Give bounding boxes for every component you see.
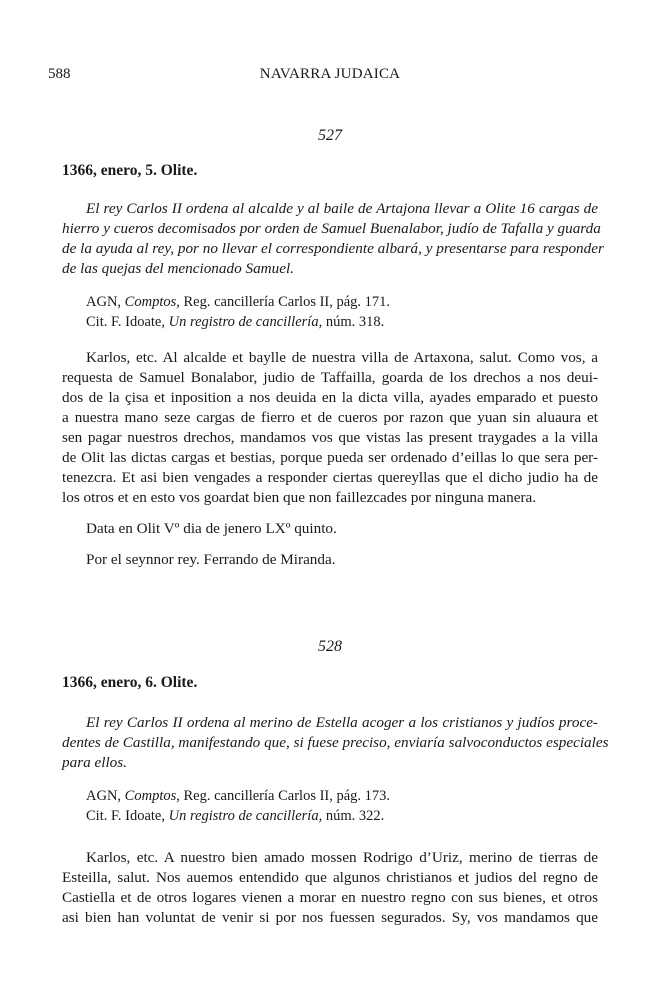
- document-number: 527: [318, 127, 342, 144]
- summary-line: El rey Carlos II ordena al alcalde y al baile de Artajona llevar a Olite 16 cargas de: [86, 200, 598, 217]
- summary-line: para ellos.: [62, 754, 127, 771]
- ref-text: AGN,: [86, 294, 125, 310]
- text-line: Karlos, etc. Al alcalde et baylle de nuestra villa de Artaxona, salut. Como vos, a: [86, 349, 598, 366]
- page-number: 588: [48, 66, 71, 82]
- text-line: requesta de Samuel Bonalabor, judio de Taffailla, goarda de los drechos a nos deui-: [62, 369, 598, 386]
- text-line: sen pagar nuestros drechos, mandamos vos que vistas las present traygades a la villa: [62, 429, 598, 446]
- running-head: [48, 66, 598, 86]
- ref-text: núm. 318.: [322, 314, 385, 330]
- citation-reference: [86, 806, 384, 826]
- archive-reference: [86, 292, 390, 312]
- document-number: 528: [318, 638, 342, 655]
- text-line: dos de la çisa et inposition a nos deuida en la dicta villa, ayades emparado et puesto: [62, 389, 598, 406]
- text-line: Castiella et de otros logares vienen a morar en nuestro regno con sus bienes, et otros: [62, 889, 598, 906]
- text-line: Karlos, etc. A nuestro bien amado mossen Rodrigo d’Uriz, merino de tierras de: [86, 849, 598, 866]
- ref-title: Un registro de cancillería,: [168, 808, 323, 824]
- archive-reference: [86, 786, 390, 806]
- running-title: NAVARRA JUDAICA: [259, 66, 401, 82]
- citation-reference: [86, 312, 384, 332]
- summary-line: dentes de Castilla, manifestando que, si fuese preciso, enviaría salvoconductos especiales: [62, 734, 609, 751]
- signature-line: Por el seynnor rey. Ferrando de Miranda.: [86, 551, 336, 568]
- dating-clause: Data en Olit Vº dia de jenero LXº quinto.: [86, 520, 337, 537]
- ref-text: Reg. cancillería Carlos II, pág. 171.: [179, 294, 391, 310]
- document-date: 1366, enero, 6. Olite.: [62, 674, 198, 691]
- document-date: 1366, enero, 5. Olite.: [62, 162, 198, 179]
- ref-title: Comptos: [124, 788, 177, 804]
- summary-line: de las quejas del mencionado Samuel.: [62, 260, 294, 277]
- ref-text: Cit. F. Idoate,: [86, 314, 169, 330]
- summary-line: El rey Carlos II ordena al merino de Estella acoger a los cristianos y judíos proce-: [86, 714, 598, 731]
- text-line: asi bien han voluntat de venir si por nos fuessen segurados. Sy, vos mandamos que: [62, 909, 598, 926]
- ref-text: , Reg. cancillería Carlos II, pág. 173.: [176, 788, 391, 804]
- ref-title: Un registro de cancillería,: [168, 314, 323, 330]
- summary-line: hierro y cueros decomisados por orden de Samuel Buenalabor, judío de Tafalla y guarda: [62, 220, 601, 237]
- ref-text: núm. 322.: [322, 808, 385, 824]
- ref-text: AGN,: [86, 788, 125, 804]
- text-line: a nuestra mano seze cargas de fierro et de cueros por razon que yuan sin aluaura et: [62, 409, 598, 426]
- text-line: tenezcra. Et asi bien vengades a responder ciertas quereyllas que el dicho judio ha de: [62, 469, 598, 486]
- text-line: de Olit las dictas cargas et bestias, porque pueda ser ordenado d’eillas lo que sera per-: [62, 449, 598, 466]
- text-line: los otros et en esto vos goardat bien que non faillezcades por ninguna manera.: [62, 489, 537, 506]
- summary-line: de la ayuda al rey, por no llevar el correspondiente albará, y presentarse para responder: [62, 240, 604, 257]
- text-line: Esteilla, salut. Nos auemos entendido que algunos christianos et judios del regno de: [62, 869, 598, 886]
- ref-title: Comptos,: [124, 294, 180, 310]
- ref-text: Cit. F. Idoate,: [86, 808, 169, 824]
